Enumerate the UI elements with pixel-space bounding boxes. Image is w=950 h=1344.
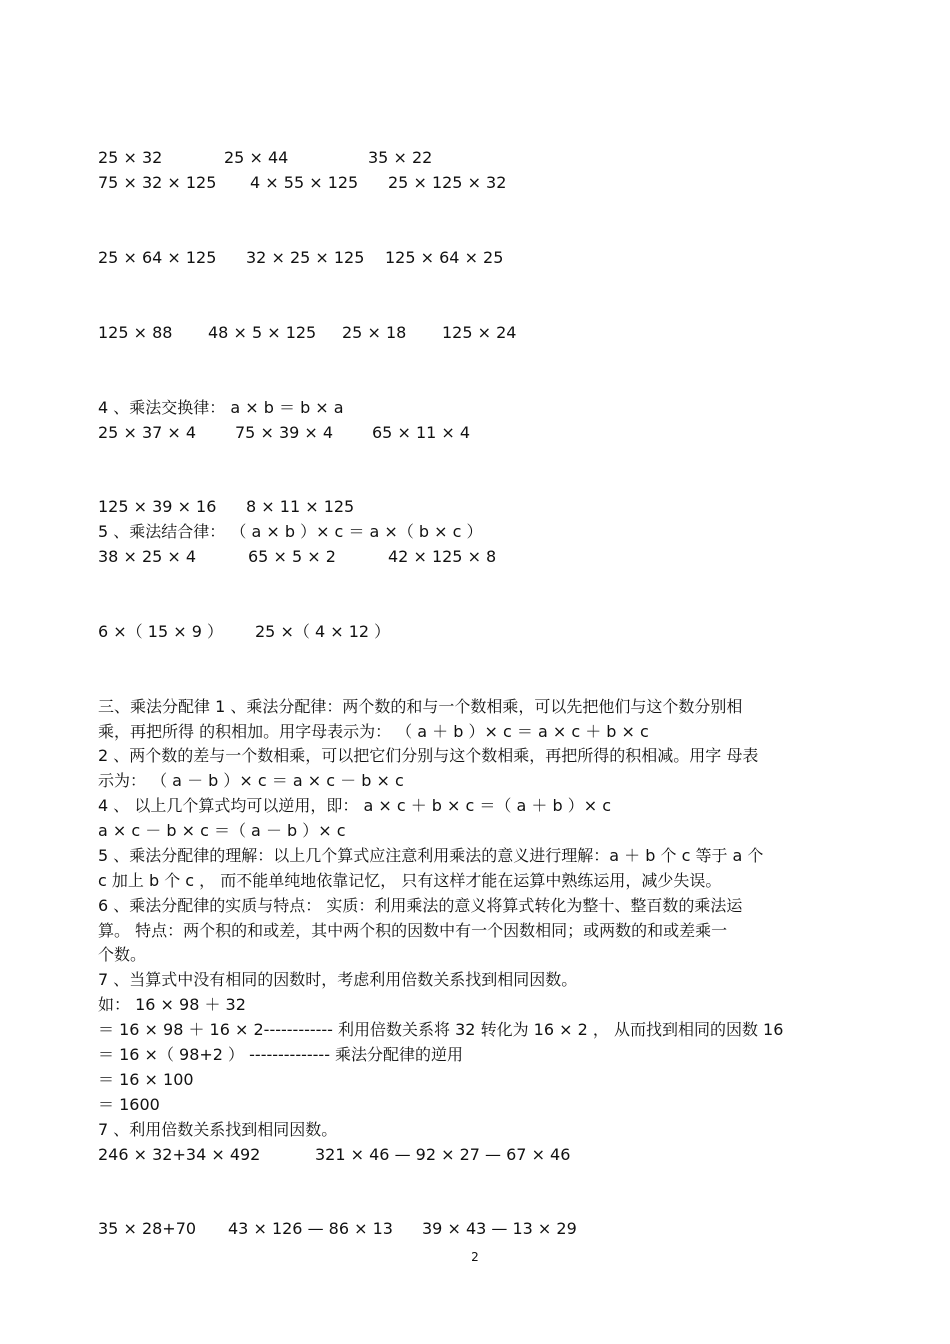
exercise-row	[98, 1216, 854, 1241]
paragraph-line: 5 、乘法分配律的理解：以上几个算式应注意利用乘法的意义进行理解：a ＋ b 个 c 等于 a 个	[98, 846, 764, 865]
exercise-item: 25 × 18	[342, 323, 407, 342]
exercise-row	[98, 170, 854, 195]
paragraph-line: 个数。	[98, 945, 147, 964]
exercise-item: 25 × 32	[98, 148, 163, 167]
exercise-item: 32 × 25 × 125	[246, 248, 365, 267]
exercise-row	[98, 420, 854, 445]
paragraph-line: c 加上 b 个 c ， 而不能单纯地依靠记忆， 只有这样才能在运算中熟练运用，减少失误。	[98, 871, 722, 890]
exercise-item: 42 × 125 × 8	[388, 547, 497, 566]
exercise-item: 65 × 11 × 4	[372, 423, 471, 442]
page-number: 2	[471, 1250, 479, 1264]
example-line: ＝ 16 × 98 ＋ 16 × 2------------ 利用倍数关系将 32 转化为 16 × 2 ， 从而找到相同的因数 16	[98, 1020, 784, 1039]
exercise-row	[98, 619, 854, 644]
paragraph-line: 三、乘法分配律 1 、乘法分配律：两个数的和与一个数相乘，可以先把他们与这个数分别相	[98, 697, 743, 716]
exercise-item: 125 × 64 × 25	[385, 248, 504, 267]
paragraph-line: 示为： （ a － b ）× c ＝ a × c － b × c	[98, 771, 404, 790]
example-line: 如： 16 × 98 ＋ 32	[98, 995, 246, 1014]
paragraph-line: 6 、乘法分配律的实质与特点： 实质：利用乘法的意义将算式转化为整十、整百数的乘法运	[98, 896, 743, 915]
exercise-item: 35 × 28+70	[98, 1219, 197, 1238]
exercise-item: 48 × 5 × 125	[208, 323, 317, 342]
example-line: ＝ 16 ×（ 98+2 ） -------------- 乘法分配律的逆用	[98, 1045, 464, 1064]
exercise-row	[98, 320, 854, 345]
exercise-item: 65 × 5 × 2	[248, 547, 336, 566]
paragraph-line: 7 、当算式中没有相同的因数时，考虑利用倍数关系找到相同因数。	[98, 970, 578, 989]
exercise-item: 6 ×（ 15 × 9 ）	[98, 622, 223, 641]
exercise-item: 25 × 37 × 4	[98, 423, 197, 442]
exercise-item: 8 × 11 × 125	[246, 497, 355, 516]
example-line: ＝ 16 × 100	[98, 1070, 194, 1089]
paragraph-line: 乘，再把所得 的积相加。用字母表示为： （ a ＋ b ）× c ＝ a × c ＋ b × c	[98, 722, 649, 741]
exercise-row	[98, 1142, 854, 1167]
exercise-row	[98, 494, 854, 519]
exercise-row	[98, 145, 854, 170]
exercise-item: 125 × 24	[442, 323, 517, 342]
paragraph-line: 4 、 以上几个算式均可以逆用，即： a × c ＋ b × c ＝（ a ＋ b ）× c	[98, 796, 612, 815]
exercise-item: 35 × 22	[368, 148, 433, 167]
example-line: ＝ 1600	[98, 1095, 160, 1114]
exercise-item: 75 × 39 × 4	[235, 423, 334, 442]
exercise-item: 38 × 25 × 4	[98, 547, 197, 566]
exercise-item: 39 × 43 — 13 × 29	[422, 1219, 577, 1238]
exercise-item: 125 × 39 × 16	[98, 497, 217, 516]
exercise-item: 246 × 32+34 × 492	[98, 1145, 261, 1164]
exercise-item: 125 × 88	[98, 323, 173, 342]
exercise-row	[98, 245, 854, 270]
exercise-item: 25 × 125 × 32	[388, 173, 507, 192]
paragraph-line: 算。 特点：两个积的和或差，其中两个积的因数中有一个因数相同；或两数的和或差乘一	[98, 921, 728, 940]
exercise-item: 321 × 46 — 92 × 27 — 67 × 46	[315, 1145, 571, 1164]
exercise-item: 25 × 44	[224, 148, 289, 167]
paragraph-line: 7 、利用倍数关系找到相同因数。	[98, 1120, 338, 1139]
exercise-item: 4 × 55 × 125	[250, 173, 359, 192]
exercise-item: 25 ×（ 4 × 12 ）	[255, 622, 391, 641]
exercise-row	[98, 544, 854, 569]
section-heading-commutative: 4 、乘法交换律： a × b ＝ b × a	[98, 398, 344, 417]
exercise-item: 43 × 126 — 86 × 13	[228, 1219, 393, 1238]
exercise-item: 75 × 32 × 125	[98, 173, 217, 192]
exercise-item: 25 × 64 × 125	[98, 248, 217, 267]
paragraph-line: 2 、两个数的差与一个数相乘，可以把它们分别与这个数相乘，再把所得的积相减。用字 母表	[98, 746, 759, 765]
paragraph-line: a × c － b × c ＝（ a － b ）× c	[98, 821, 346, 840]
section-heading-associative: 5 、乘法结合律： （ a × b ）× c ＝ a ×（ b × c ）	[98, 522, 483, 541]
